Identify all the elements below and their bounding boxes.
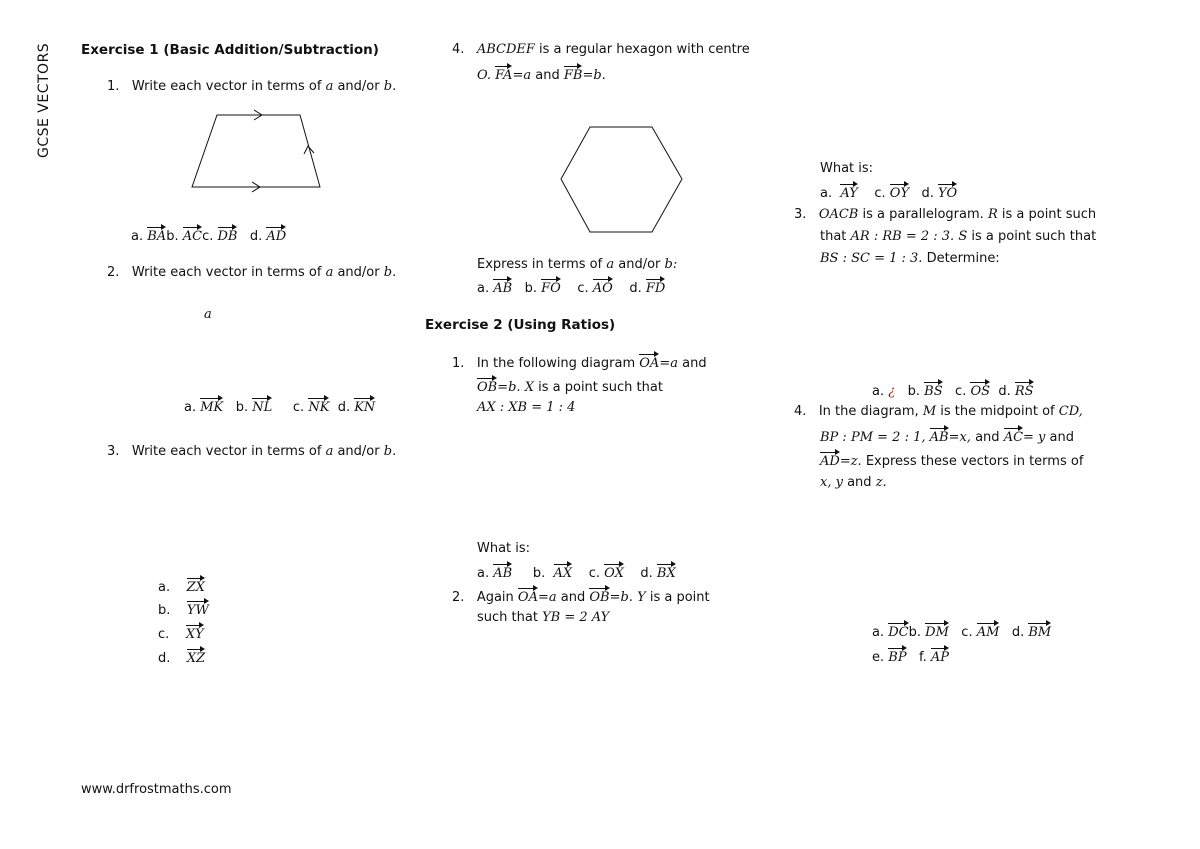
- q-text: such that: [477, 610, 538, 625]
- vector-DC: DC: [888, 625, 909, 640]
- vector-XZ: XZ: [186, 651, 206, 666]
- part-label: c.: [955, 384, 967, 399]
- part-label: d.: [629, 281, 642, 296]
- ex2-q1-line2: [477, 378, 663, 395]
- ex2-q3-answers: [872, 382, 1034, 399]
- part-label: d.: [1011, 625, 1025, 640]
- point-X: X: [524, 380, 534, 395]
- vector-FD: FD: [645, 281, 666, 296]
- q-text: is a point such: [1001, 207, 1097, 222]
- andor: and/or: [337, 265, 380, 280]
- vector-OA: OA: [639, 356, 660, 371]
- footer-url: www.drfrostmaths.com: [81, 782, 232, 797]
- point-R: R: [987, 207, 998, 222]
- vector-NK: NK: [308, 400, 330, 415]
- q-number: 1.: [452, 356, 465, 371]
- trapezium-diagram: [190, 112, 325, 192]
- vector-AB: AB: [493, 281, 513, 296]
- vector-OX: OX: [604, 566, 624, 581]
- diagram-label-a: a: [204, 307, 212, 322]
- ex1-q3-item: [158, 649, 205, 666]
- part-label: c.: [158, 627, 170, 642]
- part-label: b.: [907, 384, 921, 399]
- part-label: a.: [184, 400, 197, 415]
- ex1-q3: [107, 444, 396, 459]
- vector-YO: YO: [937, 186, 958, 201]
- part-label: f.: [919, 650, 927, 665]
- ex2-q2: [452, 588, 710, 605]
- ex1-q1-answers: [131, 227, 286, 244]
- q-text: is a point such that: [538, 380, 663, 395]
- equals-b: =b.: [582, 68, 606, 83]
- vector-YW: YW: [186, 603, 209, 618]
- part-label: c.: [292, 400, 305, 415]
- q-text: Determine:: [926, 251, 1000, 266]
- part-label: d.: [640, 566, 653, 581]
- and-text: and: [560, 590, 586, 605]
- vector-OY: OY: [889, 186, 910, 201]
- part-label: a.: [477, 566, 490, 581]
- equals-a: =a: [659, 356, 678, 371]
- var-a: a: [325, 265, 334, 280]
- ratio-yb-ay: YB = 2 AY: [542, 610, 610, 625]
- ex2-q3: [794, 207, 1096, 222]
- vector-AC: AC: [182, 229, 203, 244]
- part-label: e.: [872, 650, 885, 665]
- part-label: d.: [998, 384, 1011, 399]
- vector-OB: OB: [589, 590, 610, 605]
- ex2-q4-line2: [820, 428, 1074, 445]
- equals-a: =a: [512, 68, 532, 83]
- hexagon-name: ABCDEF: [476, 42, 535, 57]
- vector-FB: FB: [563, 68, 583, 83]
- and-text: and: [975, 430, 1000, 445]
- ex2-q4: [794, 404, 1083, 419]
- part-label: c.: [202, 229, 214, 244]
- vector-DM: DM: [925, 625, 949, 640]
- ex1-q3-item: [158, 625, 204, 642]
- vector-BX: BX: [656, 566, 676, 581]
- missing-glyph: ¿: [888, 384, 896, 399]
- part-label: b.: [166, 229, 179, 244]
- point-Y: Y: [637, 590, 646, 605]
- ex2-q4-answers-row2: [872, 648, 949, 665]
- ex1-q4-line2: [477, 66, 606, 83]
- vector-AM: AM: [976, 625, 1000, 640]
- vector-FA: FA: [495, 68, 513, 83]
- segment-CD: CD,: [1058, 404, 1083, 419]
- q-number: 4.: [452, 42, 465, 57]
- ex2-q4-answers-row1: [872, 623, 1051, 640]
- ratio-bp-pm: BP : PM = 2 : 1,: [820, 430, 926, 445]
- equals-b: =b.: [497, 380, 521, 395]
- var-a: a: [606, 257, 615, 272]
- part-label: a.: [131, 229, 144, 244]
- vector-BM: BM: [1028, 625, 1052, 640]
- q-text: Express in terms of: [477, 257, 603, 272]
- part-label: c.: [961, 625, 973, 640]
- ex1-q3-item: [158, 578, 205, 595]
- ex2-q4-line4: [820, 475, 887, 490]
- vector-AD: AD: [820, 454, 840, 469]
- part-label: b.: [532, 566, 546, 581]
- part-label: a.: [820, 186, 833, 201]
- point-M: M: [922, 404, 937, 419]
- q-text: In the diagram,: [818, 404, 919, 419]
- ex1-q4: [452, 42, 750, 57]
- ex1-q4-answers: [477, 279, 665, 296]
- q-text: is a parallelogram.: [862, 207, 984, 222]
- ratio-ar-rb: AR : RB = 2 : 3.: [850, 229, 955, 244]
- q-text: Write each vector in terms of: [131, 79, 322, 94]
- vector-AP: AP: [930, 650, 950, 665]
- var-a: a: [325, 79, 334, 94]
- part-label: a.: [872, 384, 885, 399]
- shape-name: OACB: [818, 207, 859, 222]
- q-text: is a regular hexagon with centre: [539, 42, 750, 57]
- ex1-q4-express: [477, 257, 677, 272]
- q-number: 4.: [794, 404, 807, 419]
- ex2-q2-answers: [820, 184, 957, 201]
- vector-DB: DB: [217, 229, 238, 244]
- ex2-q2-line2: [477, 610, 609, 625]
- andor: and/or: [337, 444, 380, 459]
- ex1-q2: [107, 265, 396, 280]
- ex2-q3-line3: [820, 251, 1000, 266]
- q-number: 1.: [107, 79, 120, 94]
- and-text: and: [535, 68, 560, 83]
- ratio-ax-xb: AX : XB = 1 : 4: [477, 400, 576, 415]
- vector-AB: AB: [493, 566, 513, 581]
- vector-ZX: ZX: [186, 580, 205, 595]
- vector-KN: KN: [354, 400, 376, 415]
- what-is-label: What is:: [477, 541, 531, 556]
- vector-AO: AO: [592, 281, 613, 296]
- equals-b: =b.: [609, 590, 633, 605]
- ex2-q1: [452, 354, 707, 371]
- point-O: O.: [477, 68, 492, 83]
- equals-x: =x,: [948, 430, 971, 445]
- ex2-q1-answers: [477, 564, 676, 581]
- vector-AY: AY: [840, 186, 858, 201]
- part-label: a.: [872, 625, 885, 640]
- equals-y: = y: [1023, 430, 1046, 445]
- and-text: and: [682, 356, 707, 371]
- vector-OA: OA: [517, 590, 538, 605]
- vector-AD: AD: [266, 229, 287, 244]
- q-text: is the midpoint of: [940, 404, 1055, 419]
- part-label: d.: [158, 651, 171, 666]
- vector-FO: FO: [541, 281, 561, 296]
- hexagon-diagram: [560, 126, 685, 234]
- ex1-q1: [107, 79, 396, 94]
- part-label: c.: [588, 566, 600, 581]
- var-z: z.: [875, 475, 887, 490]
- andor: and/or: [618, 257, 661, 272]
- var-b: b.: [383, 79, 397, 94]
- var-b: b:: [664, 257, 678, 272]
- q-text: Write each vector in terms of: [131, 444, 322, 459]
- vector-OB: OB: [477, 380, 498, 395]
- part-label: b.: [524, 281, 537, 296]
- q-number: 3.: [107, 444, 120, 459]
- ex1-q3-item: [158, 601, 209, 618]
- andor: and/or: [337, 79, 380, 94]
- vector-XY: XY: [185, 627, 204, 642]
- var-b: b.: [383, 444, 397, 459]
- part-label: a.: [158, 580, 171, 595]
- q-text: In the following diagram: [476, 356, 636, 371]
- q-text: that: [820, 229, 847, 244]
- ratio-bs-sc: BS : SC = 1 : 3.: [820, 251, 923, 266]
- side-title: GCSE VECTORS: [36, 42, 52, 158]
- vector-BS: BS: [924, 384, 943, 399]
- and-text: and: [1049, 430, 1075, 445]
- what-is-label: What is:: [820, 161, 874, 176]
- q-number: 2.: [107, 265, 120, 280]
- part-label: d.: [337, 400, 351, 415]
- exercise2-title: Exercise 2 (Using Ratios): [425, 317, 616, 333]
- vector-BP: BP: [888, 650, 907, 665]
- q-text: is a point: [649, 590, 710, 605]
- var-b: b.: [383, 265, 397, 280]
- vector-AB: AB: [929, 430, 949, 445]
- part-label: d.: [921, 186, 934, 201]
- vector-MK: MK: [200, 400, 224, 415]
- and-text: and: [847, 475, 872, 490]
- part-label: c.: [874, 186, 886, 201]
- ex1-q2-answers: [184, 398, 375, 415]
- vector-AC: AC: [1003, 430, 1024, 445]
- ex2-q4-line3: [820, 452, 1083, 469]
- q-number: 2.: [452, 590, 465, 605]
- part-label: c.: [577, 281, 589, 296]
- q-text: is a point such that: [971, 229, 1097, 244]
- part-label: b.: [158, 603, 171, 618]
- vars-xy: x, y: [820, 475, 843, 490]
- vector-BA: BA: [147, 229, 167, 244]
- var-a: a: [325, 444, 334, 459]
- q-text: Express these vectors in terms of: [865, 454, 1084, 469]
- exercise1-title: Exercise 1 (Basic Addition/Subtraction): [81, 42, 379, 58]
- equals-z: =z.: [839, 454, 862, 469]
- part-label: b.: [235, 400, 249, 415]
- vector-AX: AX: [553, 566, 573, 581]
- part-label: a.: [477, 281, 490, 296]
- part-label: d.: [249, 229, 263, 244]
- point-S: S: [958, 229, 968, 244]
- vector-NL: NL: [252, 400, 273, 415]
- equals-a: =a: [537, 590, 557, 605]
- q-text: Write each vector in terms of: [131, 265, 322, 280]
- ex2-q3-line2: [820, 229, 1096, 244]
- vector-RS: RS: [1014, 384, 1034, 399]
- part-label: b.: [908, 625, 922, 640]
- q-number: 3.: [794, 207, 807, 222]
- vector-OS: OS: [970, 384, 991, 399]
- q-text: Again: [476, 590, 514, 605]
